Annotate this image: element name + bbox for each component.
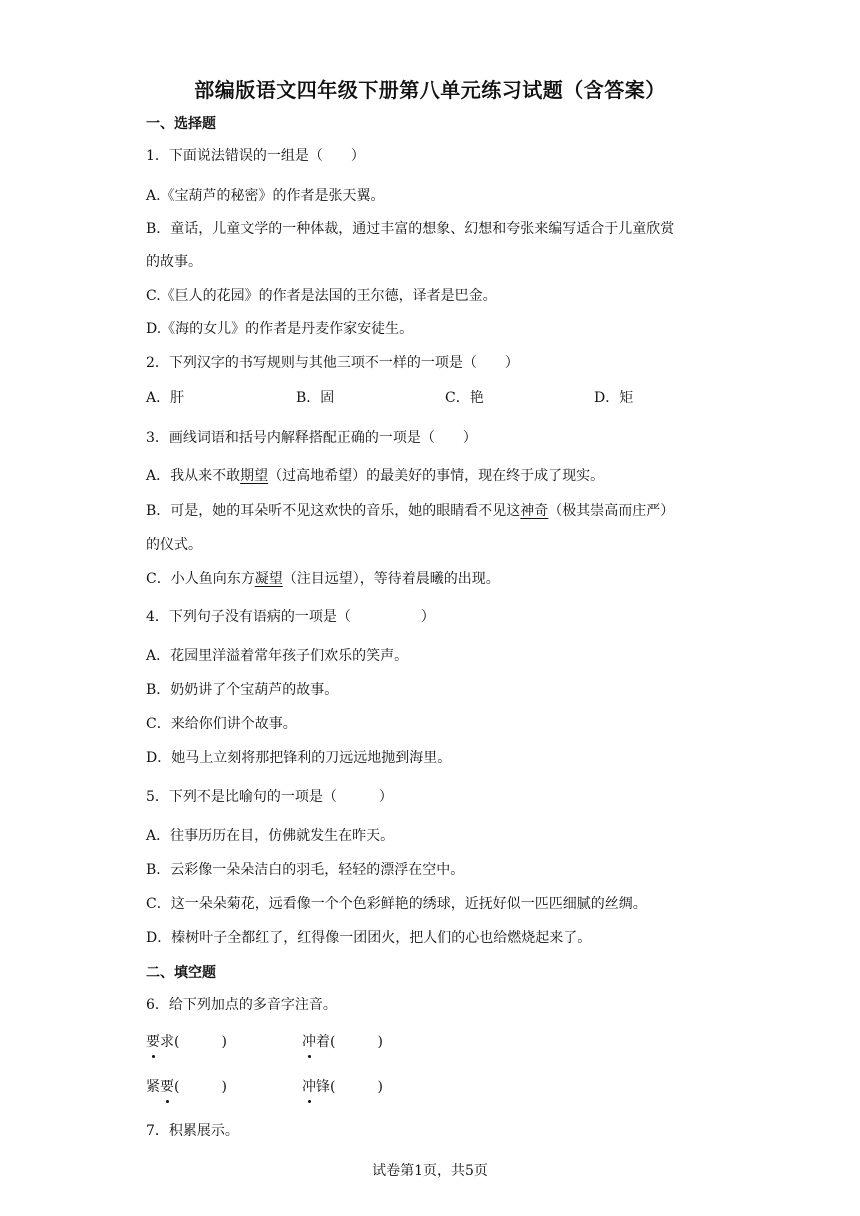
question-2-option-b: B．固	[296, 390, 335, 406]
question-3-option-b	[146, 501, 674, 521]
page-footer: 试卷第1页，共5页	[372, 1163, 488, 1179]
section-heading-choice: 一、选择题	[146, 116, 216, 132]
question-4-stem: 4．下列句子没有语病的一项是（ ）	[146, 609, 435, 625]
question-4-option-b: B．奶奶讲了个宝葫芦的故事。	[146, 682, 339, 698]
question-4-option-d: D．她马上立刻将那把锋利的刀远远地抛到海里。	[146, 750, 452, 766]
q3-b-prefix: B．可是，她的耳朵听不见这欢快的音乐，她的眼睛看不见这	[146, 503, 521, 519]
q3-b-underlined-word: 神奇	[520, 503, 549, 519]
q6-dotted-char: 冲	[302, 1079, 316, 1095]
question-3-option-a	[146, 466, 604, 486]
question-3-stem: 3．画线词语和括号内解释搭配正确的一项是（ ）	[146, 430, 477, 446]
q6-word-rest: 锋( )	[316, 1079, 383, 1095]
q6-dotted-char: 冲	[302, 1034, 316, 1050]
question-4-option-c: C．来给你们讲个故事。	[146, 716, 297, 732]
q3-c-prefix: C．小人鱼向东方	[146, 571, 255, 587]
question-1-option-d: D.《海的女儿》的作者是丹麦作家安徒生。	[146, 321, 414, 337]
question-2-option-c: C．艳	[445, 390, 484, 406]
question-5-option-b: B．云彩像一朵朵洁白的羽毛，轻轻的漂浮在空中。	[146, 862, 465, 878]
question-4-option-a: A．花园里洋溢着常年孩子们欢乐的笑声。	[146, 648, 409, 664]
q6-word-chongzhe	[302, 1032, 383, 1052]
q6-word-rest: ( )	[174, 1079, 227, 1095]
q3-c-underlined-word: 凝望	[254, 571, 283, 587]
q6-dotted-char: 要	[160, 1079, 174, 1095]
q3-a-underlined-word: 期望	[240, 468, 269, 484]
question-6-stem: 6．给下列加点的多音字注音。	[146, 997, 337, 1013]
question-5-option-a: A．往事历历在目，仿佛就发生在昨天。	[146, 828, 395, 844]
question-3-option-c	[146, 569, 500, 589]
question-1-option-b: B．童话，儿童文学的一种体裁，通过丰富的想象、幻想和夸张来编写适合于儿童欣赏	[146, 221, 675, 237]
question-5-stem: 5．下列不是比喻句的一项是（ ）	[146, 789, 393, 805]
question-5-option-c: C．这一朵朵菊花，远看像一个个色彩鲜艳的绣球，近抚好似一匹匹细腻的丝绸。	[146, 896, 647, 912]
question-2-stem: 2．下列汉字的书写规则与其他三项不一样的一项是（ ）	[146, 355, 519, 371]
q6-word-rest: 求( )	[160, 1034, 227, 1050]
q6-word-jinyao	[146, 1077, 227, 1097]
question-5-option-d: D．榛树叶子全都红了，红得像一团团火，把人们的心也给燃烧起来了。	[146, 930, 592, 946]
question-1-option-b-cont: 的故事。	[146, 254, 202, 270]
question-7-stem: 7．积累展示。	[146, 1123, 239, 1139]
q6-word-yaoqiu	[146, 1032, 227, 1052]
question-1-option-a: A.《宝葫芦的秘密》的作者是张天翼。	[146, 188, 385, 204]
page-title: 部编版语文四年级下册第八单元练习试题（含答案）	[194, 78, 666, 102]
q6-word-chongfeng	[302, 1077, 383, 1097]
question-2-option-d: D．矩	[594, 390, 634, 406]
question-1-stem: 1．下面说法错误的一组是（ ）	[146, 148, 365, 164]
question-2-option-a: A．肝	[146, 390, 185, 406]
question-1-option-c: C.《巨人的花园》的作者是法国的王尔德，译者是巴金。	[146, 288, 497, 304]
question-3-option-b-cont: 的仪式。	[146, 537, 202, 553]
q3-a-prefix: A．我从来不敢	[146, 468, 241, 484]
q6-dotted-char: 要	[146, 1034, 160, 1050]
q3-b-suffix: （极其崇高而庄严）	[548, 503, 675, 519]
section-heading-fill: 二、填空题	[146, 965, 216, 981]
q6-word-rest: 着( )	[316, 1034, 383, 1050]
q6-word-prefix: 紧	[146, 1079, 160, 1095]
q3-a-suffix: （过高地希望）的最美好的事情，现在终于成了现实。	[268, 468, 605, 484]
q3-c-suffix: （注目远望），等待着晨曦的出现。	[282, 571, 500, 587]
